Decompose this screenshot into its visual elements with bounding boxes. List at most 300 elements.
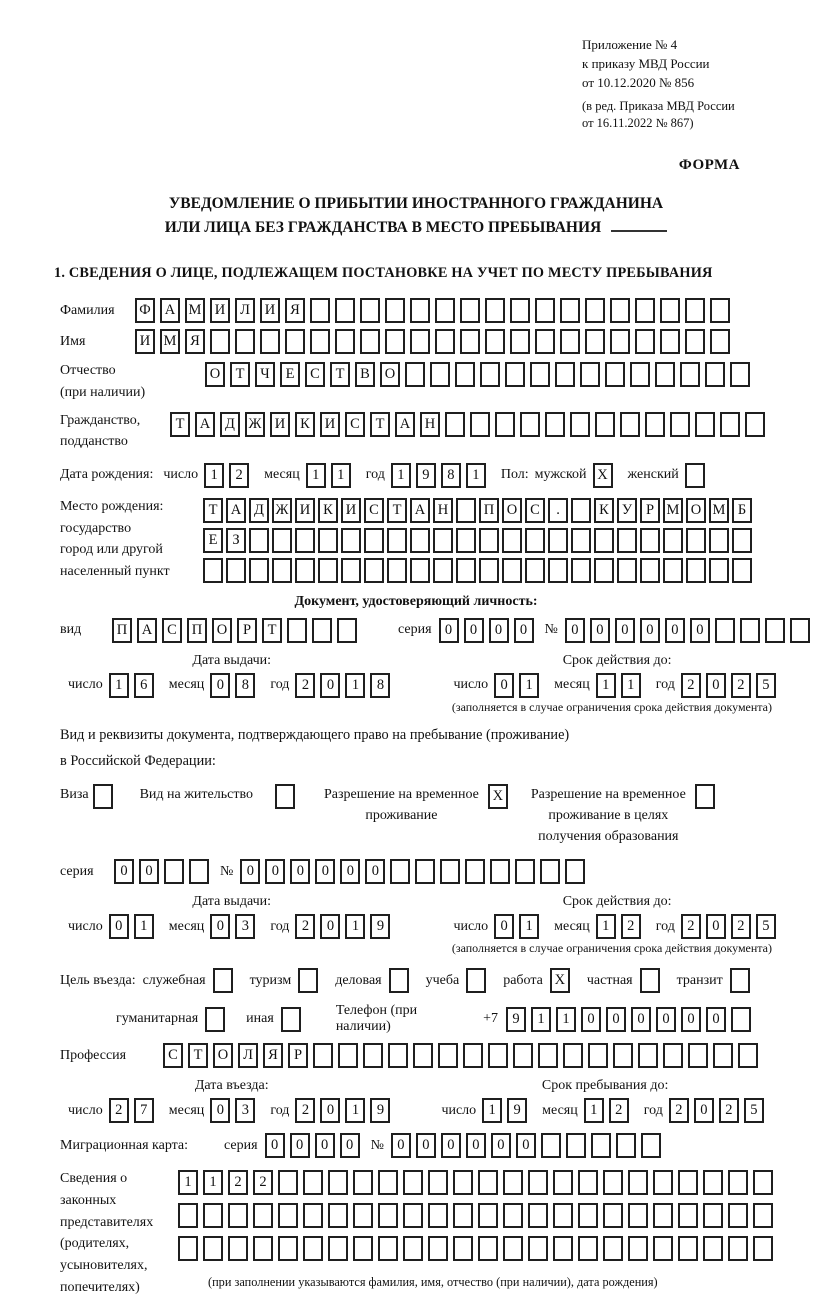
form-cell[interactable] (485, 329, 505, 354)
form-cell[interactable]: 0 (210, 914, 230, 939)
form-cell[interactable]: А (395, 412, 415, 437)
form-cell[interactable]: 0 (464, 618, 484, 643)
citizenship-cells[interactable] (170, 412, 770, 437)
form-cell[interactable] (456, 498, 476, 523)
form-cell[interactable] (228, 1236, 248, 1261)
form-cell[interactable] (640, 528, 660, 553)
form-cell[interactable] (670, 412, 690, 437)
form-cell[interactable] (548, 558, 568, 583)
form-cell[interactable]: С (163, 1043, 183, 1068)
form-cell[interactable] (453, 1236, 473, 1261)
doc-expiry-day-cells[interactable] (494, 673, 544, 698)
form-cell[interactable]: 0 (681, 1007, 701, 1032)
form-cell[interactable]: 2 (681, 914, 701, 939)
form-cell[interactable]: 0 (706, 673, 726, 698)
form-cell[interactable] (745, 412, 765, 437)
form-cell[interactable] (548, 528, 568, 553)
form-cell[interactable] (310, 298, 330, 323)
form-cell[interactable]: 0 (441, 1133, 461, 1158)
form-cell[interactable]: 0 (494, 914, 514, 939)
form-cell[interactable] (249, 558, 269, 583)
form-cell[interactable]: 1 (482, 1098, 502, 1123)
form-cell[interactable] (272, 558, 292, 583)
form-cell[interactable] (389, 968, 409, 993)
form-cell[interactable] (189, 859, 209, 884)
form-cell[interactable]: С (345, 412, 365, 437)
form-cell[interactable]: О (502, 498, 522, 523)
form-cell[interactable] (453, 1170, 473, 1195)
form-cell[interactable] (645, 412, 665, 437)
form-cell[interactable]: Е (280, 362, 300, 387)
form-cell[interactable] (287, 618, 307, 643)
residence-number-cells[interactable] (240, 859, 590, 884)
form-cell[interactable]: 1 (531, 1007, 551, 1032)
form-cell[interactable] (428, 1170, 448, 1195)
form-cell[interactable] (485, 298, 505, 323)
form-cell[interactable] (455, 362, 475, 387)
form-cell[interactable] (303, 1203, 323, 1228)
form-cell[interactable]: 1 (345, 1098, 365, 1123)
form-cell[interactable] (378, 1236, 398, 1261)
form-cell[interactable]: 5 (756, 914, 776, 939)
form-cell[interactable]: 0 (706, 914, 726, 939)
form-cell[interactable] (403, 1170, 423, 1195)
form-cell[interactable]: Т (370, 412, 390, 437)
form-cell[interactable] (553, 1170, 573, 1195)
form-cell[interactable] (585, 298, 605, 323)
form-cell[interactable]: Ж (245, 412, 265, 437)
form-cell[interactable] (337, 618, 357, 643)
form-cell[interactable] (565, 859, 585, 884)
sex-female-checkbox[interactable] (685, 463, 710, 488)
birth-year-cells[interactable] (391, 463, 491, 488)
temp-residence-checkbox[interactable] (488, 784, 513, 809)
form-cell[interactable]: О (380, 362, 400, 387)
form-cell[interactable]: Ф (135, 298, 155, 323)
residence-expiry-day-cells[interactable] (494, 914, 544, 939)
form-cell[interactable] (178, 1236, 198, 1261)
form-cell[interactable] (753, 1236, 773, 1261)
form-cell[interactable] (164, 859, 184, 884)
form-cell[interactable] (528, 1236, 548, 1261)
form-cell[interactable] (503, 1170, 523, 1195)
form-cell[interactable] (538, 1043, 558, 1068)
form-cell[interactable] (253, 1203, 273, 1228)
form-cell[interactable] (528, 1170, 548, 1195)
doc-number-cells[interactable] (565, 618, 815, 643)
form-cell[interactable] (591, 1133, 611, 1158)
form-cell[interactable] (502, 528, 522, 553)
form-cell[interactable] (715, 618, 735, 643)
form-cell[interactable]: Н (433, 498, 453, 523)
form-cell[interactable] (541, 1133, 561, 1158)
entry-day-cells[interactable] (109, 1098, 159, 1123)
form-cell[interactable] (278, 1170, 298, 1195)
visa-checkbox[interactable] (93, 784, 118, 809)
form-cell[interactable] (413, 1043, 433, 1068)
form-cell[interactable]: И (210, 298, 230, 323)
form-cell[interactable] (678, 1203, 698, 1228)
form-cell[interactable] (445, 412, 465, 437)
form-cell[interactable] (478, 1170, 498, 1195)
form-cell[interactable] (480, 362, 500, 387)
form-cell[interactable]: 2 (253, 1170, 273, 1195)
form-cell[interactable]: 2 (621, 914, 641, 939)
form-cell[interactable] (253, 1236, 273, 1261)
form-cell[interactable]: 1 (596, 914, 616, 939)
form-cell[interactable]: 9 (507, 1098, 527, 1123)
form-cell[interactable]: Ч (255, 362, 275, 387)
form-cell[interactable]: 0 (516, 1133, 536, 1158)
form-cell[interactable] (410, 329, 430, 354)
birthplace-cells-row2[interactable] (203, 528, 755, 553)
form-cell[interactable] (428, 1203, 448, 1228)
form-cell[interactable]: И (260, 298, 280, 323)
form-cell[interactable]: 2 (681, 673, 701, 698)
form-cell[interactable]: 2 (731, 673, 751, 698)
form-cell[interactable]: 7 (134, 1098, 154, 1123)
form-cell[interactable] (335, 298, 355, 323)
form-cell[interactable]: 0 (466, 1133, 486, 1158)
form-cell[interactable] (213, 968, 233, 993)
representatives-cells-row1[interactable] (178, 1170, 778, 1195)
form-cell[interactable] (335, 329, 355, 354)
form-cell[interactable] (653, 1203, 673, 1228)
form-cell[interactable] (318, 558, 338, 583)
form-cell[interactable] (663, 528, 683, 553)
form-cell[interactable] (438, 1043, 458, 1068)
form-cell[interactable] (732, 528, 752, 553)
form-cell[interactable] (385, 298, 405, 323)
form-cell[interactable] (571, 498, 591, 523)
stay-month-cells[interactable] (584, 1098, 634, 1123)
form-cell[interactable] (620, 412, 640, 437)
form-cell[interactable]: С (525, 498, 545, 523)
form-cell[interactable]: 0 (365, 859, 385, 884)
form-cell[interactable] (378, 1170, 398, 1195)
form-cell[interactable] (313, 1043, 333, 1068)
form-cell[interactable] (303, 1170, 323, 1195)
form-cell[interactable]: 2 (295, 673, 315, 698)
form-cell[interactable]: 0 (416, 1133, 436, 1158)
form-cell[interactable]: Т (203, 498, 223, 523)
form-cell[interactable] (653, 1236, 673, 1261)
form-cell[interactable]: А (226, 498, 246, 523)
residence-expiry-year-cells[interactable] (681, 914, 781, 939)
form-cell[interactable]: 1 (466, 463, 486, 488)
form-cell[interactable]: Т (188, 1043, 208, 1068)
form-cell[interactable] (502, 558, 522, 583)
purpose-tourism-checkbox[interactable] (298, 968, 323, 993)
form-cell[interactable]: 2 (229, 463, 249, 488)
form-cell[interactable]: X (593, 463, 613, 488)
form-cell[interactable]: 2 (109, 1098, 129, 1123)
form-cell[interactable]: 0 (210, 1098, 230, 1123)
form-cell[interactable]: С (162, 618, 182, 643)
form-cell[interactable] (585, 329, 605, 354)
form-cell[interactable]: 0 (315, 859, 335, 884)
form-cell[interactable]: 0 (615, 618, 635, 643)
form-cell[interactable]: 0 (631, 1007, 651, 1032)
form-cell[interactable] (298, 968, 318, 993)
form-cell[interactable]: 3 (235, 914, 255, 939)
form-cell[interactable] (203, 558, 223, 583)
form-cell[interactable] (535, 298, 555, 323)
form-cell[interactable]: 9 (506, 1007, 526, 1032)
form-cell[interactable]: Б (732, 498, 752, 523)
form-cell[interactable] (630, 362, 650, 387)
form-cell[interactable] (603, 1203, 623, 1228)
form-cell[interactable] (312, 618, 332, 643)
profession-cells[interactable] (163, 1043, 763, 1068)
form-cell[interactable]: 2 (228, 1170, 248, 1195)
form-cell[interactable] (387, 528, 407, 553)
form-cell[interactable] (588, 1043, 608, 1068)
form-cell[interactable]: . (548, 498, 568, 523)
form-cell[interactable]: 0 (320, 673, 340, 698)
form-cell[interactable]: 8 (441, 463, 461, 488)
form-cell[interactable]: Р (237, 618, 257, 643)
residence-series-cells[interactable] (114, 859, 214, 884)
form-cell[interactable]: 0 (340, 859, 360, 884)
form-cell[interactable] (456, 528, 476, 553)
form-cell[interactable]: 9 (370, 1098, 390, 1123)
form-cell[interactable]: А (410, 498, 430, 523)
doc-series-cells[interactable] (439, 618, 539, 643)
form-cell[interactable] (388, 1043, 408, 1068)
purpose-study-checkbox[interactable] (466, 968, 491, 993)
form-cell[interactable] (228, 1203, 248, 1228)
purpose-business-checkbox[interactable] (389, 968, 414, 993)
form-cell[interactable] (728, 1170, 748, 1195)
birthplace-cells-row3[interactable] (203, 558, 755, 583)
form-cell[interactable] (580, 362, 600, 387)
form-cell[interactable] (563, 1043, 583, 1068)
form-cell[interactable]: И (270, 412, 290, 437)
form-cell[interactable] (318, 528, 338, 553)
form-cell[interactable] (510, 298, 530, 323)
form-cell[interactable]: 0 (640, 618, 660, 643)
purpose-official-checkbox[interactable] (213, 968, 238, 993)
migration-series-cells[interactable] (265, 1133, 365, 1158)
form-cell[interactable] (503, 1203, 523, 1228)
form-cell[interactable] (435, 298, 455, 323)
form-cell[interactable]: О (205, 362, 225, 387)
sex-male-checkbox[interactable] (593, 463, 618, 488)
form-cell[interactable] (709, 528, 729, 553)
stay-year-cells[interactable] (669, 1098, 769, 1123)
form-cell[interactable] (479, 528, 499, 553)
form-cell[interactable] (738, 1043, 758, 1068)
form-cell[interactable] (478, 1236, 498, 1261)
form-cell[interactable]: 0 (265, 1133, 285, 1158)
purpose-work-checkbox[interactable] (550, 968, 575, 993)
form-cell[interactable] (520, 412, 540, 437)
form-cell[interactable]: 0 (489, 618, 509, 643)
form-cell[interactable] (728, 1203, 748, 1228)
form-cell[interactable] (310, 329, 330, 354)
form-cell[interactable] (433, 528, 453, 553)
form-cell[interactable] (603, 1236, 623, 1261)
form-cell[interactable] (641, 1133, 661, 1158)
form-cell[interactable] (360, 298, 380, 323)
form-cell[interactable] (560, 298, 580, 323)
form-cell[interactable] (440, 859, 460, 884)
form-cell[interactable] (680, 362, 700, 387)
form-cell[interactable] (594, 528, 614, 553)
doc-expiry-year-cells[interactable] (681, 673, 781, 698)
form-cell[interactable]: 0 (690, 618, 710, 643)
doc-issue-year-cells[interactable] (295, 673, 395, 698)
form-cell[interactable] (685, 329, 705, 354)
form-cell[interactable] (640, 558, 660, 583)
form-cell[interactable] (353, 1203, 373, 1228)
form-cell[interactable]: Ж (272, 498, 292, 523)
form-cell[interactable] (713, 1043, 733, 1068)
form-cell[interactable] (635, 298, 655, 323)
form-cell[interactable]: 0 (320, 1098, 340, 1123)
purpose-other-checkbox[interactable] (281, 1007, 306, 1032)
form-cell[interactable] (295, 558, 315, 583)
form-cell[interactable] (353, 1236, 373, 1261)
form-cell[interactable] (686, 558, 706, 583)
form-cell[interactable]: Н (420, 412, 440, 437)
purpose-private-checkbox[interactable] (640, 968, 665, 993)
form-cell[interactable]: 1 (584, 1098, 604, 1123)
form-cell[interactable] (530, 362, 550, 387)
form-cell[interactable] (617, 558, 637, 583)
form-cell[interactable] (571, 558, 591, 583)
form-cell[interactable] (635, 329, 655, 354)
residence-permit-checkbox[interactable] (275, 784, 300, 809)
form-cell[interactable] (730, 362, 750, 387)
form-cell[interactable] (488, 1043, 508, 1068)
form-cell[interactable] (663, 558, 683, 583)
entry-month-cells[interactable] (210, 1098, 260, 1123)
form-cell[interactable] (705, 362, 725, 387)
form-cell[interactable]: А (160, 298, 180, 323)
form-cell[interactable] (640, 968, 660, 993)
form-cell[interactable]: Р (640, 498, 660, 523)
form-cell[interactable]: К (318, 498, 338, 523)
form-cell[interactable]: 0 (694, 1098, 714, 1123)
form-cell[interactable] (360, 329, 380, 354)
form-cell[interactable] (710, 298, 730, 323)
form-cell[interactable] (720, 412, 740, 437)
form-cell[interactable] (710, 329, 730, 354)
form-cell[interactable]: 1 (391, 463, 411, 488)
birthplace-cells-row1[interactable] (203, 498, 755, 523)
form-cell[interactable]: 1 (621, 673, 641, 698)
doc-expiry-month-cells[interactable] (596, 673, 646, 698)
form-cell[interactable]: 1 (596, 673, 616, 698)
form-cell[interactable]: 1 (519, 914, 539, 939)
form-cell[interactable]: 3 (235, 1098, 255, 1123)
form-cell[interactable]: 1 (204, 463, 224, 488)
form-cell[interactable] (525, 558, 545, 583)
form-cell[interactable] (503, 1236, 523, 1261)
form-cell[interactable] (617, 528, 637, 553)
residence-issue-day-cells[interactable] (109, 914, 159, 939)
form-cell[interactable]: Т (230, 362, 250, 387)
form-cell[interactable] (695, 412, 715, 437)
form-cell[interactable] (390, 859, 410, 884)
form-cell[interactable]: Я (285, 298, 305, 323)
form-cell[interactable]: 0 (491, 1133, 511, 1158)
form-cell[interactable]: Т (387, 498, 407, 523)
form-cell[interactable] (405, 362, 425, 387)
form-cell[interactable] (353, 1170, 373, 1195)
form-cell[interactable] (566, 1133, 586, 1158)
form-cell[interactable] (364, 558, 384, 583)
form-cell[interactable]: 0 (139, 859, 159, 884)
doc-issue-month-cells[interactable] (210, 673, 260, 698)
form-cell[interactable]: 5 (744, 1098, 764, 1123)
form-cell[interactable] (490, 859, 510, 884)
form-cell[interactable]: 0 (565, 618, 585, 643)
form-cell[interactable] (430, 362, 450, 387)
form-cell[interactable] (553, 1203, 573, 1228)
form-cell[interactable]: 0 (290, 859, 310, 884)
form-cell[interactable]: 2 (731, 914, 751, 939)
form-cell[interactable] (578, 1203, 598, 1228)
form-cell[interactable]: 1 (178, 1170, 198, 1195)
form-cell[interactable]: 0 (290, 1133, 310, 1158)
form-cell[interactable]: 2 (669, 1098, 689, 1123)
form-cell[interactable] (628, 1170, 648, 1195)
form-cell[interactable] (453, 1203, 473, 1228)
form-cell[interactable] (410, 558, 430, 583)
surname-cells[interactable] (135, 298, 735, 323)
form-cell[interactable]: К (594, 498, 614, 523)
form-cell[interactable]: 0 (340, 1133, 360, 1158)
form-cell[interactable]: П (187, 618, 207, 643)
form-cell[interactable] (688, 1043, 708, 1068)
form-cell[interactable]: 1 (109, 673, 129, 698)
form-cell[interactable] (613, 1043, 633, 1068)
form-cell[interactable] (570, 412, 590, 437)
form-cell[interactable] (740, 618, 760, 643)
form-cell[interactable] (703, 1236, 723, 1261)
form-cell[interactable] (281, 1007, 301, 1032)
form-cell[interactable]: О (212, 618, 232, 643)
form-cell[interactable] (456, 558, 476, 583)
form-cell[interactable] (328, 1203, 348, 1228)
form-cell[interactable]: Т (262, 618, 282, 643)
form-cell[interactable] (235, 329, 255, 354)
form-cell[interactable] (703, 1170, 723, 1195)
form-cell[interactable] (560, 329, 580, 354)
form-cell[interactable]: В (355, 362, 375, 387)
form-cell[interactable]: 1 (203, 1170, 223, 1195)
representatives-cells-row2[interactable] (178, 1203, 778, 1228)
form-cell[interactable] (638, 1043, 658, 1068)
form-cell[interactable]: М (663, 498, 683, 523)
form-cell[interactable]: X (550, 968, 570, 993)
form-cell[interactable] (790, 618, 810, 643)
form-cell[interactable] (385, 329, 405, 354)
form-cell[interactable] (435, 329, 455, 354)
form-cell[interactable] (278, 1203, 298, 1228)
form-cell[interactable] (415, 859, 435, 884)
form-cell[interactable] (660, 329, 680, 354)
form-cell[interactable]: 0 (265, 859, 285, 884)
form-cell[interactable] (178, 1203, 198, 1228)
form-cell[interactable]: 0 (514, 618, 534, 643)
form-cell[interactable]: Д (220, 412, 240, 437)
form-cell[interactable] (505, 362, 525, 387)
form-cell[interactable]: 0 (706, 1007, 726, 1032)
